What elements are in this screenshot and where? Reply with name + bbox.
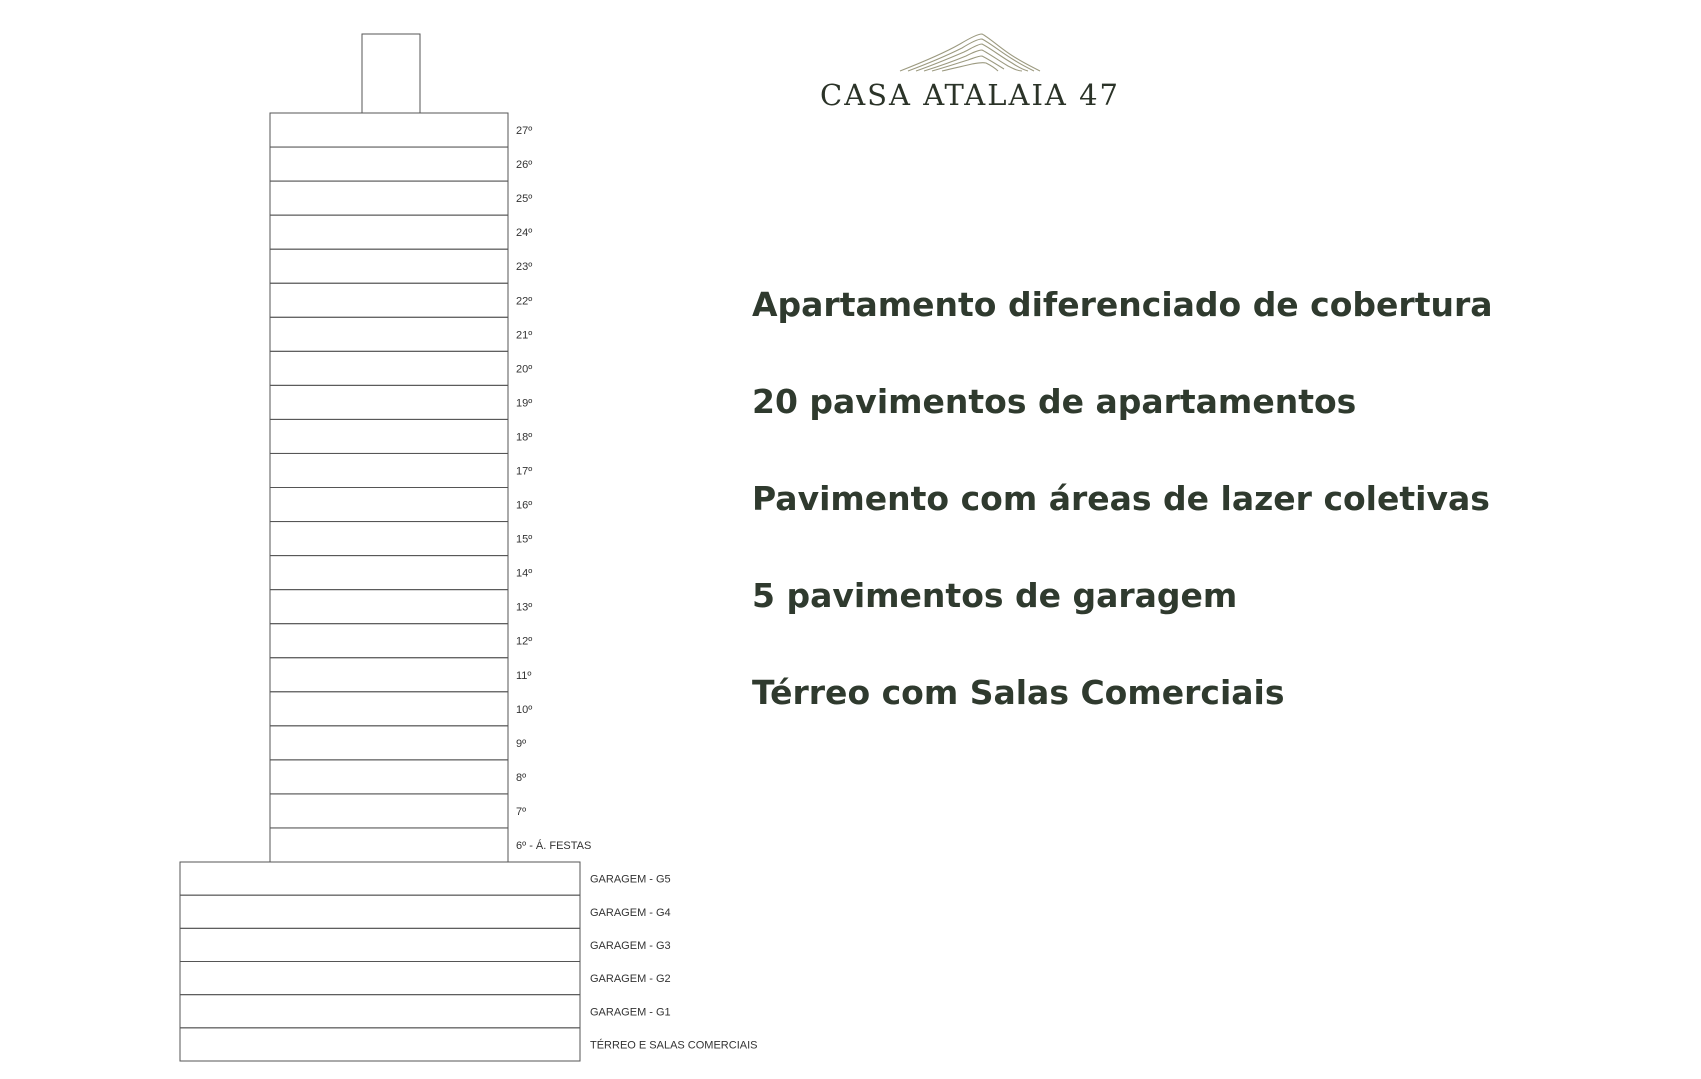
floor-label: 11º bbox=[516, 669, 532, 682]
tower-floor bbox=[270, 453, 508, 487]
floor-label: 27º bbox=[516, 125, 533, 138]
floor-label: GARAGEM - G2 bbox=[590, 973, 671, 986]
tower-floor bbox=[270, 317, 508, 351]
floor-label: 17º bbox=[516, 465, 533, 478]
tower bbox=[270, 113, 591, 862]
podium-floor bbox=[180, 995, 580, 1028]
tower-floor bbox=[270, 249, 508, 283]
tower-floor bbox=[270, 419, 508, 453]
floor-label: 18º bbox=[516, 431, 533, 444]
tower-floor bbox=[270, 147, 508, 181]
floor-label: 16º bbox=[516, 499, 533, 512]
tower-floor bbox=[270, 215, 508, 249]
feature-item: Apartamento diferenciado de cobertura bbox=[752, 285, 1493, 324]
floor-label: 8º bbox=[516, 771, 527, 784]
podium-floor bbox=[180, 928, 580, 961]
tower-floor bbox=[270, 658, 508, 692]
tower-floor bbox=[270, 385, 508, 419]
floor-label: 26º bbox=[516, 159, 533, 172]
feature-item: 5 pavimentos de garagem bbox=[752, 576, 1238, 615]
floor-label: 21º bbox=[516, 329, 533, 342]
floor-label: GARAGEM - G4 bbox=[590, 906, 671, 919]
tower-floor bbox=[270, 351, 508, 385]
tower-floor bbox=[270, 726, 508, 760]
podium-floor bbox=[180, 1028, 580, 1061]
feature-list bbox=[752, 285, 1652, 770]
floor-label: 23º bbox=[516, 261, 533, 274]
floor-label: TÉRREO E SALAS COMERCIAIS bbox=[590, 1039, 758, 1052]
floor-label: 10º bbox=[516, 703, 533, 716]
brand-name: CASA ATALAIA 47 bbox=[820, 78, 1120, 112]
podium-floor bbox=[180, 962, 580, 995]
tower-floor bbox=[270, 590, 508, 624]
floor-label: GARAGEM - G1 bbox=[590, 1006, 671, 1019]
floor-label: 24º bbox=[516, 227, 533, 240]
floor-label: 15º bbox=[516, 533, 533, 546]
tower-floor bbox=[270, 828, 508, 862]
floor-label: 12º bbox=[516, 635, 533, 648]
feature-item: 20 pavimentos de apartamentos bbox=[752, 382, 1357, 421]
floor-label: 13º bbox=[516, 601, 533, 614]
floor-label: 19º bbox=[516, 397, 533, 410]
floor-label: GARAGEM - G3 bbox=[590, 939, 671, 952]
tower-floor bbox=[270, 283, 508, 317]
floor-label: 22º bbox=[516, 295, 533, 308]
tower-floor bbox=[270, 522, 508, 556]
tower-floor bbox=[270, 624, 508, 658]
podium bbox=[180, 862, 757, 1061]
podium-floor bbox=[180, 862, 580, 895]
floor-label: 7º bbox=[516, 805, 527, 818]
floor-label: 6º - Á. FESTAS bbox=[516, 839, 592, 852]
tower-floor bbox=[270, 692, 508, 726]
tower-floor bbox=[270, 113, 508, 147]
floor-label: 14º bbox=[516, 567, 533, 580]
feature-item: Pavimento com áreas de lazer coletivas bbox=[752, 479, 1490, 518]
mountain-lines-icon bbox=[898, 30, 1042, 72]
tower-floor bbox=[270, 181, 508, 215]
tower-floor bbox=[270, 760, 508, 794]
floor-label: 20º bbox=[516, 363, 533, 376]
feature-item: Térreo com Salas Comerciais bbox=[752, 673, 1285, 712]
floor-label: 9º bbox=[516, 737, 527, 750]
roof-structure bbox=[362, 34, 420, 113]
floor-label: GARAGEM - G5 bbox=[590, 873, 671, 886]
tower-floor bbox=[270, 794, 508, 828]
floor-label: 25º bbox=[516, 193, 533, 206]
tower-floor bbox=[270, 556, 508, 590]
brand-logo bbox=[820, 28, 1120, 118]
tower-floor bbox=[270, 488, 508, 522]
podium-floor bbox=[180, 895, 580, 928]
